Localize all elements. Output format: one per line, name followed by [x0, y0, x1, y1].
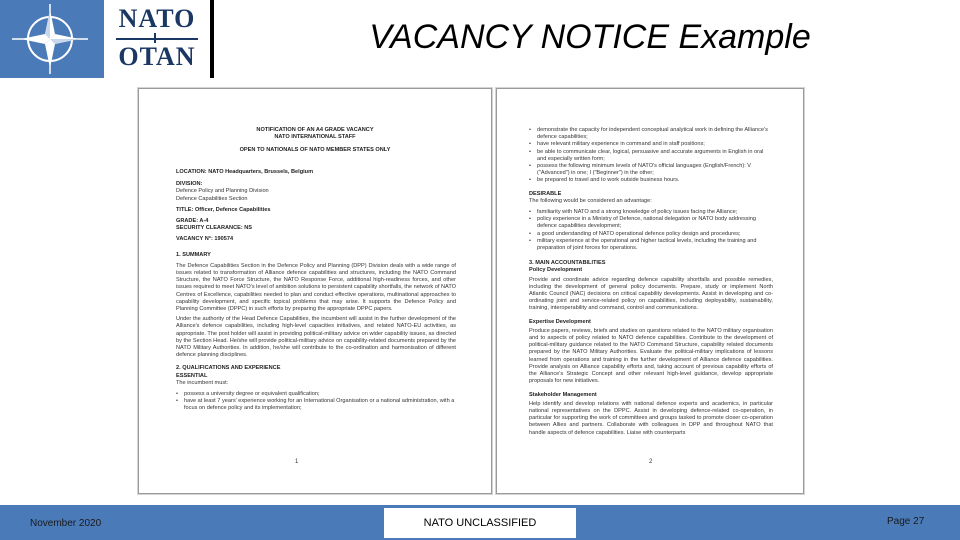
nato-emblem-panel — [0, 0, 104, 78]
p2-desirable-3: • a good understanding of NATO operational defence policy design and procedures; — [529, 231, 773, 238]
p2-stakeholder-para: Help identify and develop relations with national defence experts and academics, in particular national representatives on the DPPC. Assist in developing defence-related co-operation, in particular for supporting the work of committees and groups tasked to promote closer co-operation between Allies and partners. Collaborate with colleagues in DPP and throughout NATO that handle aspects of defence capabilities. Liaise with counterparts — [529, 400, 773, 436]
p1-requirement-2: • have at least 7 years' experience working for an International Organisation or a national administration, with a focus on defence policy and its implementation; — [176, 398, 456, 412]
p2-bullet-3: • be able to communicate clear, logical, persuasive and accurate arguments in English in oral and especially written form; — [529, 149, 773, 163]
p1-division-1: Defence Policy and Planning Division — [176, 188, 269, 195]
p1-heading-2: NATO INTERNATIONAL STAFF — [274, 134, 356, 141]
p1-post-title: TITLE: Officer, Defence Capabilities — [176, 206, 271, 213]
nato-compass-star-icon — [0, 0, 104, 78]
p1-summary-para-2: Under the authority of the Head Defence Capabilities, the incumbent will assist in the further development of the Alliance's defence capabilities, including high-level capacities initiatives, and related NATO-EU activities, as appropriate. The post holder will assist in providing political-military advice on wider capability issues, as directed by the Section Head. He/she will provide political-military advice on capability-related documents prepared by the NATO Military Authorities. In addition, he/she will contribute to the co-ordination and harmonisation of different defence planning disciplines. — [176, 316, 456, 359]
p2-bullet-4: • possess the following minimum levels of NATO's official languages (English/French): V ("Advanced") in one; I ("Beginner") in the other; — [529, 163, 773, 177]
p2-page-number: 2 — [649, 459, 653, 465]
p2-desirable-1: • familiarity with NATO and a strong knowledge of policy issues facing the Alliance; — [529, 209, 773, 216]
p2-desirable-intro: The following would be considered an advantage: — [529, 197, 652, 204]
p1-summary-para-1: The Defence Capabilities Section in the Defence Policy and Planning (DPP) Division deals with a wide range of issues related to transformation of Alliance defence capabilities and structures, including the NATO Command Structure, the NATO Force Structure, the NATO Response Force, additional high-readiness forces, and other issues required to meet NATO's level of ambition solutions to persistent capability shortfalls, the network of NATO Centres of Excellence, capabilities needed to plan and conduct effective operations, multinational approaches to capability development, and specific topical problems that may arise. It supports the Defence Policy and Planning Committee (DPPC) in such efforts by preparing the appropriate DPPC papers. — [176, 262, 456, 313]
p2-expertise-para: Produce papers, reviews, briefs and studies on questions related to the NATO military organisation and to aspects of policy related to NATO defence capabilities. Contribute to the development of political-military guidance related to the NATO Command Structure, capability related documents prepared by the NATO Military Authorities. Evaluate the political-military implications of lessons learned from operations and training in the further development of Alliance defence capabilities. Provide analysis on Alliance capability efforts and, taking account of previous capability efforts of the Alliance's Strategic Concept and other relevant high-level guidance, develop appropriate proposals for new initiatives. — [529, 327, 773, 385]
wordmark-divider — [116, 38, 198, 40]
p1-heading-1: NOTIFICATION OF AN A4 GRADE VACANCY — [256, 127, 374, 133]
classification-label: NATO UNCLASSIFIED — [423, 517, 537, 529]
p1-essential: ESSENTIAL — [176, 372, 208, 379]
nato-otan-wordmark — [104, 0, 210, 78]
p1-division-label: DIVISION: — [176, 181, 203, 188]
p1-section-1-title: 1. SUMMARY — [176, 251, 211, 258]
p2-desirable-2: • policy experience in a Ministry of Defence, national delegation or NATO body addressing defence capabilities development; — [529, 216, 773, 230]
p2-bullet-5: • be prepared to travel and to work outside business hours. — [529, 177, 773, 184]
wordmark-nato: NATO — [118, 4, 196, 33]
p1-heading-3: OPEN TO NATIONALS OF NATO MEMBER STATES ONLY — [239, 147, 391, 154]
wordmark-otan: OTAN — [118, 42, 196, 71]
p2-bullet-1: • demonstrate the capacity for independent conceptual analytical work in defining the Alliance's defence capabilities; — [529, 127, 773, 141]
p2-stakeholder-management: Stakeholder Management — [529, 391, 597, 398]
document-page-1 — [138, 88, 492, 494]
p2-policy-development: Policy Development — [529, 267, 583, 274]
footer-page-number: Page 27 — [887, 516, 925, 527]
p1-location: LOCATION: NATO Headquarters, Brussels, Belgium — [176, 169, 314, 175]
p2-expertise-development: Expertise Development — [529, 318, 591, 325]
p2-desirable: DESIRABLE — [529, 190, 562, 197]
p1-security: SECURITY CLEARANCE: NS — [176, 225, 253, 232]
footer-date: November 2020 — [30, 518, 102, 529]
p2-section-3-title: 3. MAIN ACCOUNTABILITIES — [529, 260, 606, 267]
p2-bullet-2: • have relevant military experience in command and in staff positions; — [529, 141, 773, 148]
p1-incumbent-must: The incumbent must: — [176, 379, 229, 386]
p1-vacancy-number: VACANCY N°: 190574 — [176, 236, 234, 243]
p2-policy-para: Provide and coordinate advice regarding defence capability shortfalls and possible remedies, including the development of general policy documents. Prepare, study or implement North Atlantic Council (NAC) decisions on critical capability developments. Assist in developing and co-ordinating joint and service-related policy on capabilities, including deployability, sustainability, training, interoperability and command, control and communications. — [529, 276, 773, 312]
p1-division-2: Defence Capabilities Section — [176, 195, 248, 202]
p2-desirable-4: • military experience at the operational and higher tactical levels, including the training and preparation of joint forces for operations. — [529, 238, 773, 252]
document-page-2 — [496, 88, 804, 494]
classification-label-box — [384, 508, 576, 538]
p1-section-2-title: 2. QUALIFICATIONS AND EXPERIENCE — [176, 365, 281, 372]
header-bar — [0, 0, 960, 78]
p1-grade: GRADE: A-4 — [176, 218, 209, 225]
p1-requirement-1: • possess a university degree or equivalent qualification; — [176, 391, 456, 398]
slide-title: VACANCY NOTICE Example — [369, 18, 811, 56]
p1-page-number: 1 — [295, 459, 299, 465]
